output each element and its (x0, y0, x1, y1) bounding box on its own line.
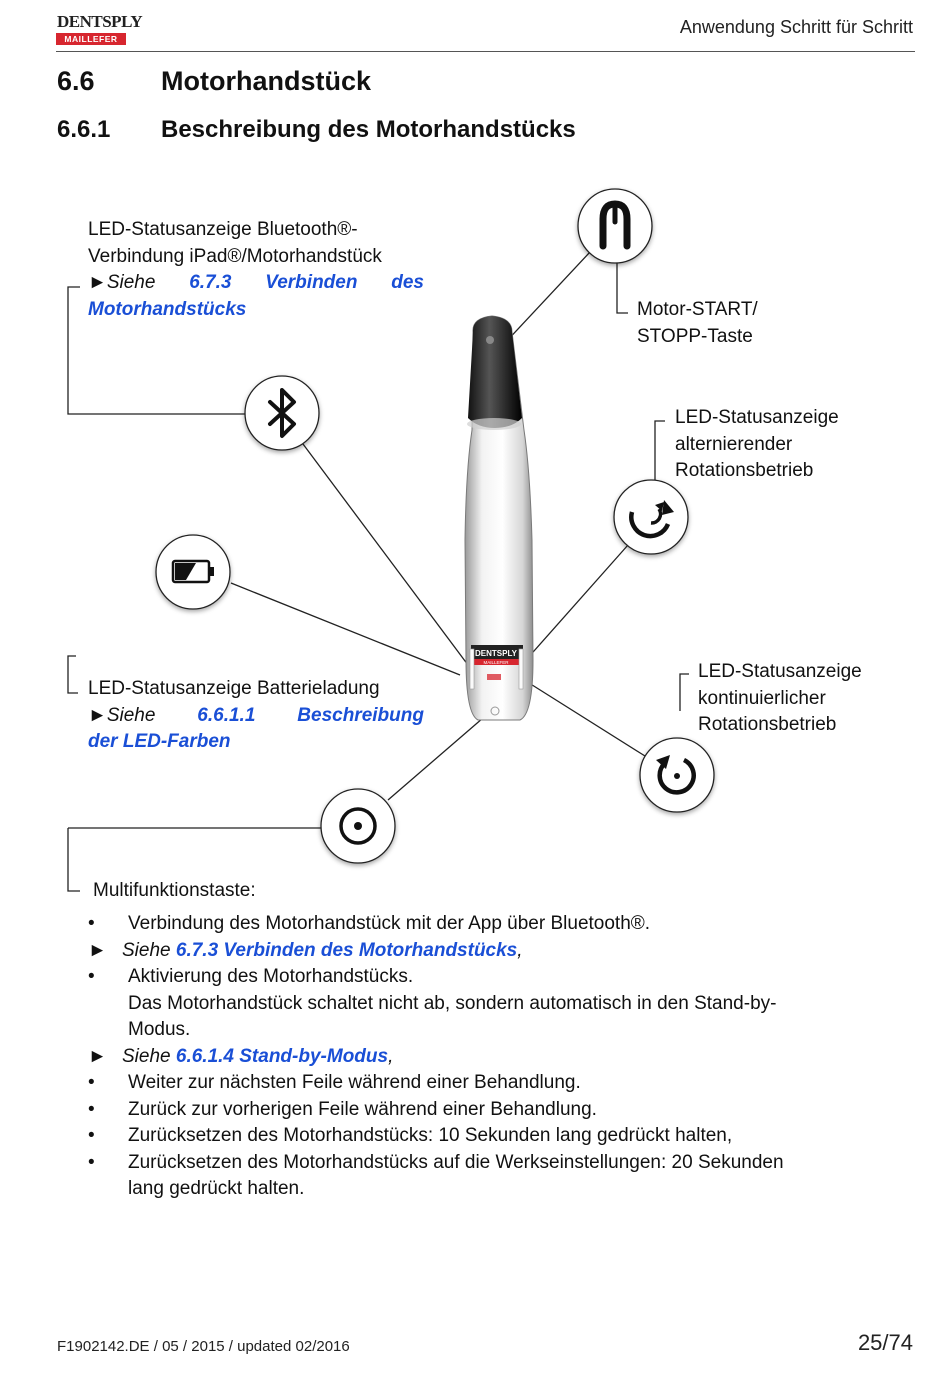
see-prefix: Siehe (122, 1045, 176, 1067)
list-item-text: Zurücksetzen des Motorhandstücks auf die Werkseinstellungen: 20 Sekunden (128, 1151, 784, 1173)
callout-continuous-line2: kontinuierlicher (698, 687, 826, 709)
list-item (88, 964, 898, 991)
callout-motor-line2: STOPP-Taste (637, 325, 753, 347)
callout-alternating-line1: LED-Statusanzeige (675, 407, 839, 428)
list-item-text: Verbindung des Motorhandstück mit der App über Bluetooth®. (128, 913, 651, 934)
callout-alternating-line2: alternierender (675, 433, 793, 455)
list-marker (88, 1176, 128, 1203)
list-item-text: Zurück zur vorherigen Feile während einer Behandlung. (128, 1098, 597, 1120)
cross-reference-link[interactable]: 6.6.1.4 Stand-by-Modus (175, 1045, 389, 1067)
logo-text: DENTSPLY (57, 12, 143, 31)
see-suffix: , (517, 939, 523, 961)
alternating-rotation-icon (614, 480, 688, 554)
callout-multifunction-title: Multifunktionstaste: (93, 880, 256, 901)
list-item (88, 991, 898, 1018)
callout-bluetooth-see (88, 270, 424, 297)
list-item (88, 1123, 898, 1150)
see-prefix: Siehe (122, 939, 176, 961)
see-arrow: ► (88, 704, 107, 726)
section-number: 6.6 (57, 66, 95, 96)
list-marker: • (88, 1151, 95, 1173)
list-item-text: Weiter zur nächsten Feile während einer Behandlung. (128, 1072, 581, 1093)
list-item-text: Modus. (128, 1019, 191, 1040)
list-marker (88, 1017, 128, 1044)
callout-alternating-line3: Rotationsbetrieb (675, 460, 814, 481)
list-item (88, 1097, 898, 1124)
see-arrow: ► (88, 272, 107, 293)
list-item-text: Zurücksetzen des Motorhandstücks: 10 Sekunden lang gedrückt halten, (128, 1125, 733, 1146)
list-item-text: Das Motorhandstück schaltet nicht ab, sondern automatisch in den Stand-by- (128, 992, 777, 1014)
list-marker: • (88, 1098, 95, 1120)
callout-battery-line1: LED-Statusanzeige Batterieladung (88, 678, 380, 699)
bluetooth-icon (245, 376, 319, 450)
list-marker: • (88, 1125, 95, 1146)
list-item (88, 1150, 898, 1177)
page-number: 25/74 (857, 1330, 913, 1355)
footer-doc-ref: F1902142.DE / 05 / 2015 / updated 02/2016 (57, 1338, 350, 1355)
section-title: Motorhandstück (161, 66, 372, 96)
link-number[interactable]: 6.6.1.1 (197, 704, 256, 726)
list-item (88, 1017, 898, 1044)
device-brand-text: DENTSPLY (475, 649, 517, 658)
callout-bluetooth-line1: LED-Statusanzeige Bluetooth®- (88, 219, 358, 240)
continuous-rotation-icon (640, 738, 714, 812)
link-word[interactable]: Beschreibung (297, 704, 424, 726)
see-text: Siehe (106, 272, 156, 293)
list-marker: ► (88, 939, 107, 961)
link-word[interactable]: des (391, 272, 424, 293)
callout-alternating (675, 405, 839, 485)
list-item-text: lang gedrückt halten. (128, 1178, 305, 1199)
subsection-number: 6.6.1 (57, 116, 111, 143)
callout-motor-line1: Motor-START/ (637, 299, 758, 320)
callout-battery (88, 676, 424, 756)
list-marker: ► (88, 1045, 107, 1067)
multifunction-list (88, 911, 898, 1203)
link-word[interactable]: Verbinden (265, 272, 358, 293)
power-button-icon (578, 189, 652, 263)
list-item-text: Aktivierung des Motorhandstücks. (128, 966, 414, 987)
logo-subtext: MAILLEFER (64, 34, 118, 44)
list-marker: • (88, 1072, 95, 1093)
list-item (88, 938, 898, 965)
callout-battery-link-line2[interactable]: der LED-Farben (88, 731, 231, 752)
see-suffix: , (388, 1045, 394, 1067)
cross-reference-link[interactable]: 6.7.3 Verbinden des Motorhandstücks (175, 939, 518, 961)
list-marker: • (88, 966, 95, 987)
header-title: Anwendung Schritt für Schritt (679, 17, 913, 37)
list-item (88, 1070, 898, 1097)
list-item (88, 1044, 898, 1071)
multifunction-button-icon (321, 789, 395, 863)
callout-bluetooth (88, 217, 424, 323)
callout-continuous-line3: Rotationsbetrieb (698, 714, 837, 735)
callout-battery-see (88, 703, 424, 730)
callout-motor (637, 297, 758, 350)
callout-continuous (698, 659, 862, 739)
list-marker: • (88, 913, 95, 934)
callout-continuous-line1: LED-Statusanzeige (698, 661, 862, 682)
callout-bluetooth-link-line2[interactable]: Motorhandstücks (88, 298, 247, 320)
list-item (88, 911, 898, 938)
list-marker (88, 991, 128, 1018)
list-item (88, 1176, 898, 1203)
callout-bluetooth-line2: Verbindung iPad®/Motorhandstück (88, 245, 382, 267)
subsection-title: Beschreibung des Motorhandstücks (161, 116, 576, 143)
link-number[interactable]: 6.7.3 (189, 272, 232, 293)
device-brand-subtext: MAILLEFER (483, 660, 509, 665)
see-text: Siehe (106, 704, 156, 726)
handpiece-image (465, 316, 533, 720)
battery-icon (156, 535, 230, 609)
